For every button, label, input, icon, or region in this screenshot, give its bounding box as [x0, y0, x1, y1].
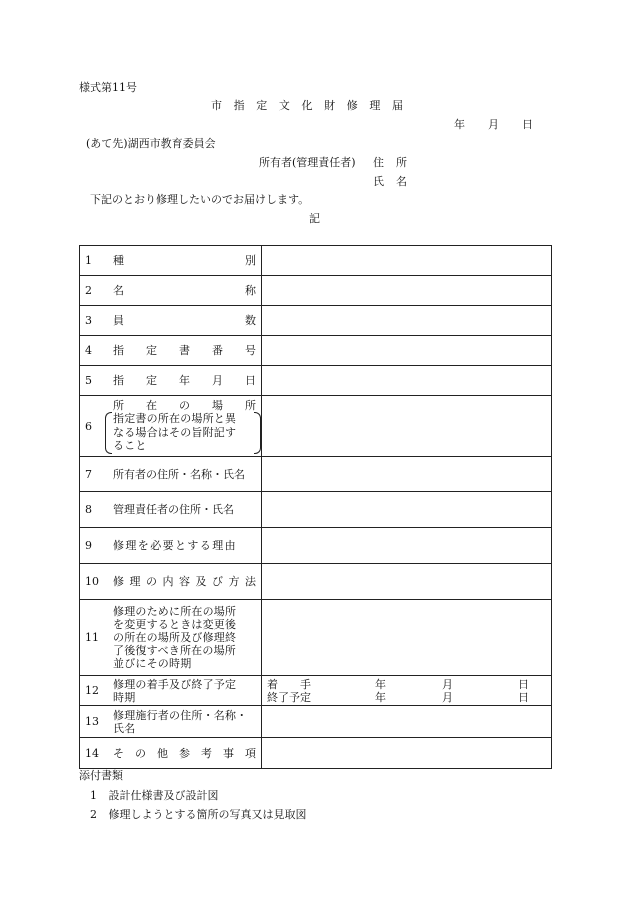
- label-char: 名: [113, 284, 124, 297]
- label-char: 指: [113, 374, 124, 387]
- label-char: 別: [245, 254, 256, 267]
- form-table: [79, 245, 552, 769]
- label-char: 考: [201, 746, 212, 760]
- label-char: 理: [129, 575, 141, 588]
- label-char: 定: [146, 344, 157, 357]
- location-note: [113, 412, 258, 453]
- row-label-contractor: [107, 706, 262, 738]
- table-row: [80, 738, 552, 769]
- row-label-location: [107, 396, 262, 457]
- label-line: 修理の着手及び終了予定: [113, 677, 237, 691]
- table-row: [80, 246, 552, 276]
- value-field-location[interactable]: [262, 396, 552, 457]
- label-char: 内: [162, 575, 174, 588]
- end-label: 終了予定: [267, 690, 311, 704]
- table-row: [80, 564, 552, 600]
- table-row: [80, 676, 552, 706]
- date-month: 月: [488, 118, 499, 131]
- label-line: の所在の場所及び修理終: [113, 631, 237, 644]
- attachments-title: 添付書類: [79, 769, 123, 782]
- title-char: 化: [301, 99, 313, 112]
- label-char: 書: [179, 344, 190, 357]
- row-label-reason: 修理を必要とする理由: [107, 528, 262, 564]
- value-field-type[interactable]: [262, 246, 552, 276]
- row-label-owner: 所有者の住所・名称・氏名: [107, 457, 262, 492]
- label-char: 項: [245, 746, 256, 760]
- label-char: 所: [245, 399, 256, 413]
- table-row: [80, 276, 552, 306]
- table-row: [80, 336, 552, 366]
- attachment-number: 2: [90, 808, 97, 821]
- end-month-unit: 月: [442, 690, 453, 704]
- row-label-designation-number: [107, 336, 262, 366]
- row-number: 12: [80, 676, 108, 706]
- attachment-item: [90, 789, 219, 802]
- name-char: 氏: [373, 175, 384, 188]
- value-field-content-method[interactable]: [262, 564, 552, 600]
- row-label-other: [107, 738, 262, 769]
- attachment-text: 修理しようとする箇所の写真又は見取図: [108, 808, 307, 821]
- date-year: 年: [454, 118, 465, 131]
- note-line: なる場合はその旨附記す: [113, 425, 237, 439]
- address-label: [373, 156, 407, 169]
- value-field-quantity[interactable]: [262, 306, 552, 336]
- table-row: [80, 396, 552, 457]
- label-char: 年: [179, 374, 190, 387]
- name-label: [373, 175, 407, 188]
- label-char: 在: [146, 399, 157, 413]
- label-line: 並びにその時期: [113, 657, 192, 670]
- title-char: 指: [233, 99, 245, 112]
- start-year-unit: 年: [375, 677, 386, 691]
- attachment-number: 1: [90, 789, 97, 802]
- ki-heading: 記: [309, 212, 320, 225]
- label-char: 番: [212, 344, 223, 357]
- start-label-char: 着: [267, 677, 278, 691]
- row-label-name: [107, 276, 262, 306]
- attachment-text: 設計仕様書及び設計図: [108, 789, 219, 802]
- start-label-char: 手: [300, 677, 311, 691]
- row-label-schedule: [107, 676, 262, 706]
- label-char: そ: [113, 746, 124, 760]
- addressee: (あて先)湖西市教育委員会: [86, 137, 216, 150]
- value-field-contractor[interactable]: [262, 706, 552, 738]
- form-number: 様式第11号: [79, 81, 137, 94]
- value-field-relocation[interactable]: [262, 600, 552, 676]
- label-char: 日: [245, 374, 256, 387]
- start-month-unit: 月: [442, 677, 453, 691]
- row-label-relocation: [107, 600, 262, 676]
- label-line: 修理のために所在の場所: [113, 605, 237, 618]
- table-row: [80, 706, 552, 738]
- row-number: 1: [80, 246, 108, 276]
- label-line: 修理施行者の住所・名称・: [113, 708, 248, 722]
- label-line: 時期: [113, 690, 136, 704]
- title-char: 修: [346, 99, 358, 112]
- label-char: 種: [113, 254, 124, 267]
- table-row: [80, 366, 552, 396]
- title-char: 財: [324, 99, 336, 112]
- value-field-manager[interactable]: [262, 492, 552, 528]
- address-char: 住: [373, 156, 384, 169]
- value-field-designation-date[interactable]: [262, 366, 552, 396]
- row-label-type: [107, 246, 262, 276]
- schedule-field[interactable]: [262, 676, 552, 706]
- table-row: [80, 528, 552, 564]
- label-char: 事: [223, 746, 234, 760]
- row-number: 6: [80, 396, 108, 457]
- label-char: の: [146, 575, 157, 588]
- label-char: 数: [245, 314, 256, 327]
- label-char: 称: [245, 284, 256, 297]
- name-char: 名: [396, 175, 407, 188]
- row-label-manager: 管理責任者の住所・氏名: [107, 492, 262, 528]
- row-number: 7: [80, 457, 108, 492]
- value-field-owner[interactable]: [262, 457, 552, 492]
- note-line: 指定書の所在の場所と異: [113, 412, 237, 426]
- label-line: を変更するときは変更後: [113, 618, 237, 631]
- end-day-unit: 日: [518, 690, 529, 704]
- title-char: 理: [369, 99, 381, 112]
- date-line: [454, 118, 533, 131]
- address-char: 所: [396, 156, 407, 169]
- title-char: 市: [211, 99, 222, 112]
- row-number: 10: [80, 564, 108, 600]
- label-char: 及: [195, 575, 207, 588]
- title-char: 定: [256, 99, 268, 112]
- table-row: [80, 457, 552, 492]
- row-number: 4: [80, 336, 108, 366]
- label-char: 定: [146, 374, 157, 387]
- label-char: 指: [113, 344, 124, 357]
- row-number: 8: [80, 492, 108, 528]
- start-day-unit: 日: [518, 677, 529, 691]
- label-char: 方: [228, 575, 240, 588]
- label-char: 号: [245, 344, 256, 357]
- row-label-designation-date: [107, 366, 262, 396]
- row-number: 9: [80, 528, 108, 564]
- attachment-item: [90, 808, 307, 821]
- label-char: の: [135, 746, 146, 760]
- value-field-reason[interactable]: [262, 528, 552, 564]
- intro-text: 下記のとおり修理したいのでお届けします。: [90, 193, 310, 206]
- label-char: 容: [179, 575, 190, 588]
- label-char: 修: [113, 575, 124, 588]
- table-row: [80, 306, 552, 336]
- row-number: 13: [80, 706, 108, 738]
- label-char: 法: [245, 575, 256, 588]
- row-number: 11: [80, 600, 108, 676]
- row-number: 3: [80, 306, 108, 336]
- row-label-quantity: [107, 306, 262, 336]
- label-char: 参: [179, 746, 190, 760]
- value-field-designation-number[interactable]: [262, 336, 552, 366]
- date-day: 日: [522, 118, 533, 131]
- row-label-content-method: [107, 564, 262, 600]
- label-char: 月: [212, 374, 223, 387]
- table-row: [80, 600, 552, 676]
- label-line: 氏名: [113, 721, 136, 735]
- label-line: 了後復すべき所在の場所: [113, 644, 236, 657]
- label-char: 他: [157, 746, 168, 760]
- value-field-other[interactable]: [262, 738, 552, 769]
- label-char: び: [212, 575, 223, 588]
- table-row: [80, 492, 552, 528]
- label-char: 所: [113, 399, 124, 413]
- note-line: ること: [113, 439, 147, 453]
- title-char: 文: [278, 99, 290, 112]
- label-char: 員: [113, 314, 124, 327]
- owner-label: 所有者(管理責任者): [259, 156, 356, 169]
- label-char: 場: [212, 399, 223, 413]
- document-title: [211, 99, 403, 112]
- row-number: 14: [80, 738, 108, 769]
- title-char: 届: [392, 99, 403, 112]
- end-year-unit: 年: [375, 690, 386, 704]
- value-field-name[interactable]: [262, 276, 552, 306]
- row-number: 5: [80, 366, 108, 396]
- label-char: の: [179, 399, 190, 413]
- row-number: 2: [80, 276, 108, 306]
